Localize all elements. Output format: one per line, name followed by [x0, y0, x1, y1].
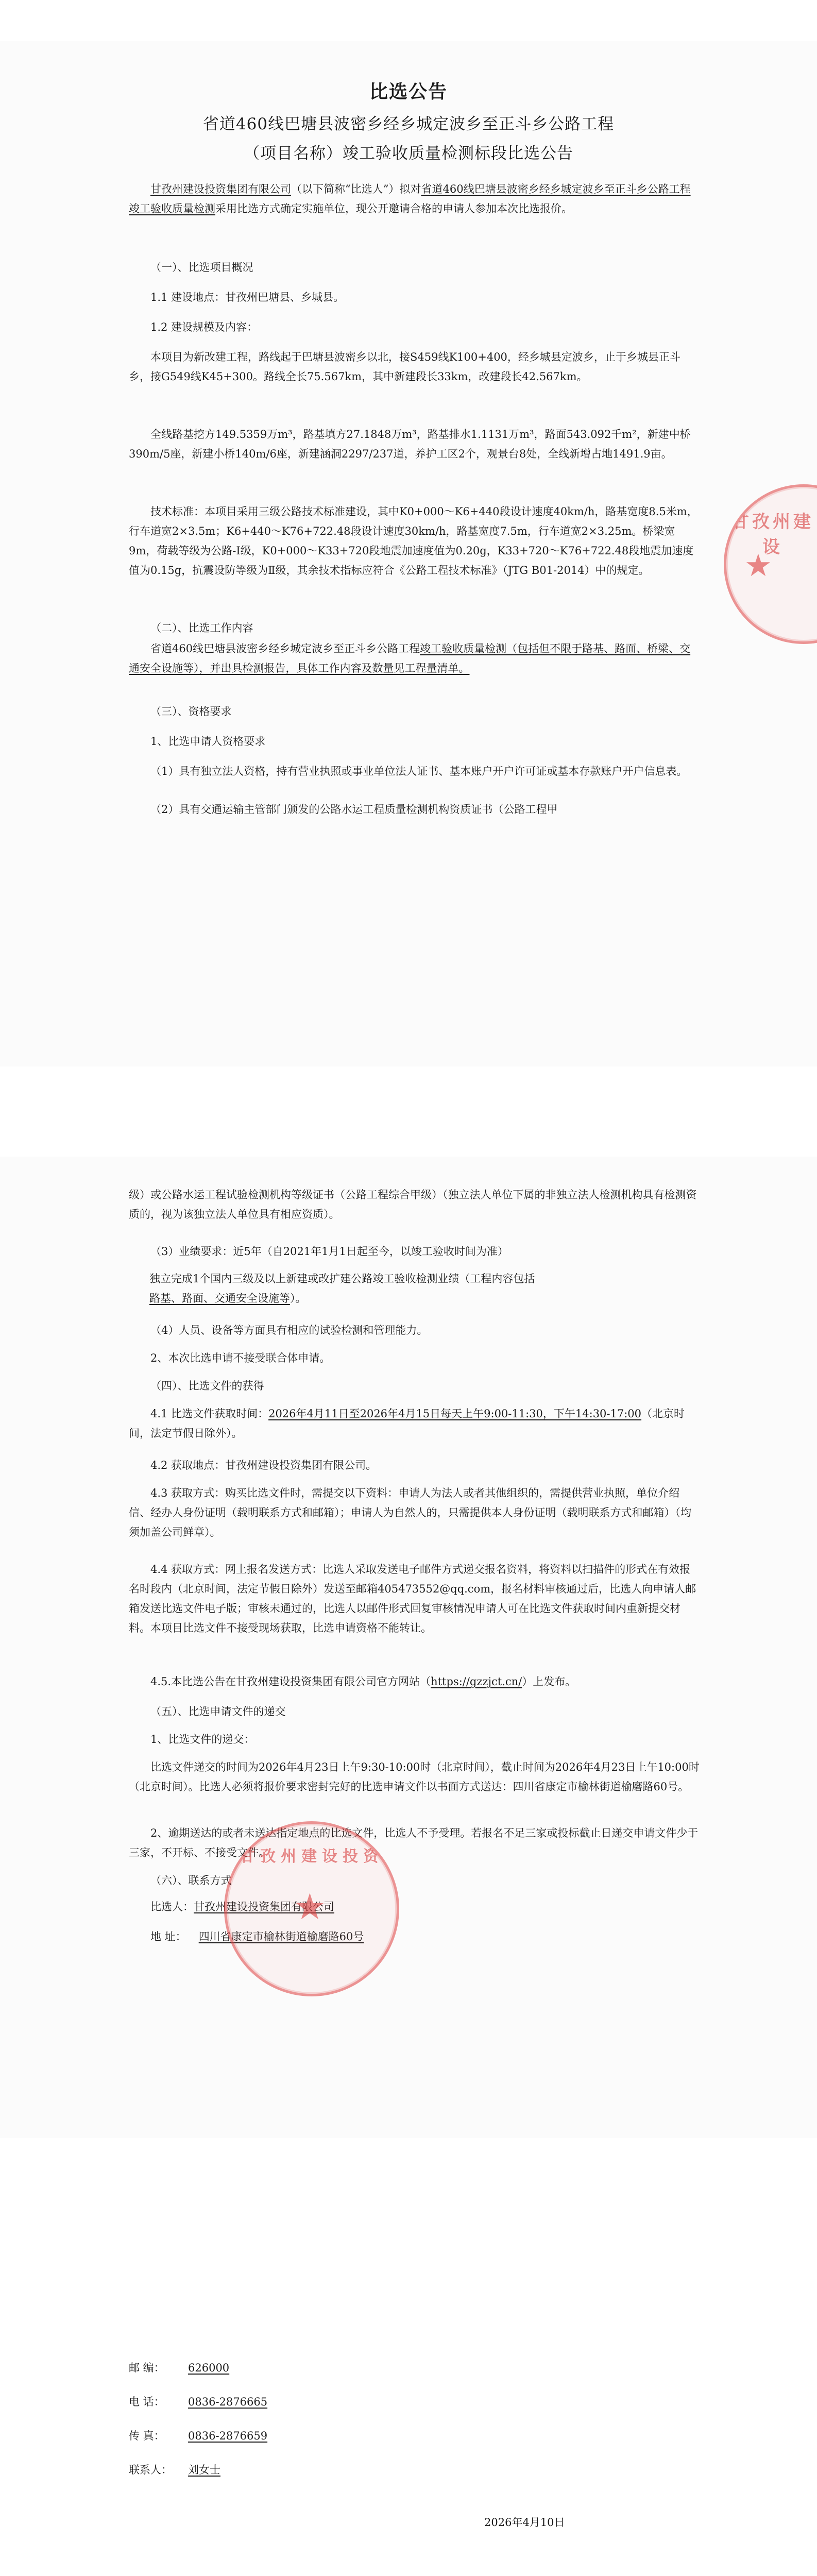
purchaser-name: 甘孜州建设投资集团有限公司	[150, 183, 291, 195]
official-website-link[interactable]: https://gzzjct.cn/	[431, 1675, 522, 1688]
obtain-time-label: 4.1 比选文件获取时间：	[150, 1408, 269, 1420]
section-5-heading: （五）、比选申请文件的递交	[150, 1705, 286, 1718]
work-content-text: 省道460线巴塘县波密乡经乡城定波乡至正斗乡公路工程	[150, 642, 420, 655]
work-content-underlined: 竣工验收质量检测（包括但不限于路基、路面、桥梁、交通安全设施等）	[129, 642, 691, 674]
work-content-tail: ，并出具检测报告，具体工作内容及数量见工程量清单。	[199, 662, 470, 674]
phone-row	[129, 2394, 267, 2409]
project-title-line-2: （项目名称）竣工验收质量检测标段比选公告	[244, 144, 573, 163]
section-1-heading: （一）、比选项目概况	[150, 261, 253, 274]
construction-site: 1.1 建设地点：甘孜州巴塘县、乡城县。	[150, 291, 345, 303]
purchaser-label: 比选人：	[150, 1901, 194, 1913]
qualification-heading: 1、比选申请人资格要求	[150, 735, 266, 748]
document-page-1	[0, 41, 817, 1066]
obtain-time-value: 2026年4月11日至2026年4月15日每天上午9:00-11:30，下午14:30-17:00	[268, 1408, 642, 1420]
fax-row	[129, 2428, 267, 2443]
personnel-requirement: （4）人员、设备等方面具有相应的试验检测和管理能力。	[150, 1324, 428, 1336]
issue-date: 2026年4月10日	[484, 2516, 565, 2529]
announcement-heading: 比选公告	[369, 81, 448, 103]
intro-text: （以下简称“比选人”）拟对	[291, 183, 421, 195]
publication-text: 4.5.本比选公告在甘孜州建设投资集团有限公司官方网站（	[150, 1675, 431, 1688]
qualification-item-2-cont: 级）或公路水运工程试验检测机构等级证书（公路工程综合甲级）（独立法人单位下属的非独立法人检测机构具有检测资质的，视为该独立法人单位具有相应资质）。	[129, 1189, 697, 1221]
document-page-2	[0, 1157, 817, 2138]
obtain-time-note: （北京时间，法定节假日除外）。	[129, 1408, 685, 1439]
online-registration: 4.4 获取方式：网上报名发送方式：比选人采取发送电子邮件方式递交报名资料，将资料以扫描件的形式在有效报名时段内（北京时间，法定节假日除外）发送至邮箱405473552@qq.com，报名材料审核通过后，比选人向申请人邮箱发送比选文件电子版；审核未通过的，比选人以邮件形式回复审核情况申请人可在比选文件获取时间内重新提交材料。本项目比选文件不接受现场获取，比选申请资格不能转让。	[129, 1563, 696, 1634]
qualification-item-1: （1）具有独立法人资格，持有营业执照或事业单位法人证书、基本账户开户许可证或基本存款账户开户信息表。	[150, 765, 688, 777]
performance-underlined: 路基、路面、交通安全设施等	[149, 1292, 290, 1304]
phone-label: 电 话：	[129, 2396, 165, 2408]
company-seal: 甘孜州建设投资 ★	[224, 1821, 399, 1996]
contact-label: 联系人：	[129, 2464, 172, 2476]
zip-value: 626000	[188, 2362, 230, 2374]
section-3-heading: （三）、资格要求	[150, 705, 232, 718]
submission-heading: 1、比选文件的递交：	[150, 1733, 255, 1745]
section-2-heading: （二）、比选工作内容	[150, 622, 253, 634]
performance-requirement-cont	[149, 1269, 721, 1308]
address-value: 四川省康定市榆林街道榆磨路60号	[198, 1930, 364, 1943]
publication-tail: ）上发布。	[522, 1675, 576, 1688]
performance-requirement: （3）业绩要求：近5年（自2021年1月1日起至今，以竣工验收时间为准）	[150, 1245, 508, 1258]
fax-label: 传 真：	[129, 2430, 165, 2442]
performance-tail: ）。	[290, 1292, 307, 1304]
document-page-3	[0, 2318, 817, 2576]
intro-text-tail: 采用比选方式确定实施单位，现公开邀请合格的申请人参加本次比选报价。	[215, 202, 572, 215]
project-title-line-1: 省道460线巴塘县波密乡经乡城定波乡至正斗乡公路工程	[202, 115, 615, 133]
purchaser-value: 甘孜州建设投资集团有限公司	[194, 1901, 334, 1913]
intro-paragraph	[129, 179, 701, 218]
document-obtain-place: 4.2 获取地点：甘孜州建设投资集团有限公司。	[150, 1459, 377, 1471]
qualification-item-2: （2）具有交通运输主管部门颁发的公路水运工程质量检测机构资质证书（公路工程甲	[150, 803, 558, 816]
project-name-underlined: 省道460线巴塘县波密乡经乡城定波乡至正斗乡公路工程竣工验收质量检测	[129, 183, 691, 215]
section-4-heading: （四）、比选文件的获得	[150, 1380, 264, 1392]
scale-paragraph: 本项目为新改建工程，路线起于巴塘县波密乡以北，接S459线K100+400，经乡城县定波乡，止于乡城县正斗乡，接G549线K45+300。路线全长75.567km，其中新建段长33km，改建段长42.567km。	[129, 351, 680, 383]
document-obtain-time	[129, 1404, 701, 1443]
contact-row	[129, 2462, 220, 2477]
publication-notice	[129, 1672, 701, 1691]
consortium-rule: 2、本次比选申请不接受联合体申请。	[150, 1352, 331, 1364]
zip-row	[129, 2360, 229, 2375]
document-obtain-method: 4.3 获取方式：购买比选文件时，需提交以下资料：申请人为法人或者其他组织的，需提供营业执照，单位介绍信、经办人身份证明（载明联系方式和邮箱）；申请人为自然人的，只需提供本人身份证明（载明联系方式和邮箱）（均须加盖公司鲜章）。	[129, 1487, 691, 1538]
company-seal-partial-1: 甘孜州建设 ★	[724, 484, 817, 644]
submission-time-paragraph: 比选文件递交的时间为2026年4月23日上午9:30-10:00时（北京时间），截止时间为2026年4月23日上午10:00时（北京时间）。比选人必须将报价要求密封完好的比选申请文件以书面方式送达：四川省康定市榆林街道榆磨路60号。	[129, 1761, 700, 1793]
technical-standard-paragraph: 技术标准：本项目采用三级公路技术标准建设，其中K0+000～K6+440段设计速度40km/h，路基宽度8.5米m，行车道宽2×3.5m；K6+440～K76+722.48段设计速度30km/h，路基宽度7.5m，行车道宽2×3.25m。桥梁宽9m，荷载等级为公路-Ⅰ级，K0+000～K33+720段地震加速度值为0.20g，K33+720～K76+722.48段地震加速度值为0.15g，抗震设防等级为Ⅱ级，其余技术指标应符合《公路工程技术标准》（JTG B01-2014）中的规定。	[129, 505, 698, 577]
performance-text: 独立完成1个国内三级及以上新建或改扩建公路竣工验收检测业绩（工程内容包括	[149, 1273, 535, 1285]
zip-label: 邮 编：	[129, 2362, 165, 2374]
fax-value: 0836-2876659	[188, 2430, 268, 2442]
work-content-paragraph	[129, 639, 701, 678]
contact-value: 刘女士	[188, 2464, 220, 2476]
construction-scale-heading: 1.2 建设规模及内容：	[150, 321, 258, 333]
quantities-paragraph: 全线路基挖方149.5359万m³，路基填方27.1848万m³，路基排水1.1131万m³，路面543.092千m²，新建中桥390m/5座，新建小桥140m/6座，新建涵洞2297/237道，养护工区2个，观景台8处，全线新增占地1491.9亩。	[129, 428, 691, 460]
address-label: 地 址：	[150, 1930, 186, 1943]
section-6-heading: （六）、联系方式	[150, 1874, 232, 1887]
late-submission-rule: 2、逾期送达的或者未送达指定地点的比选文件，比选人不予受理。若报名不足三家或投标截止日递交申请文件少于三家，不开标、不接受文件。	[129, 1827, 699, 1859]
phone-value: 0836-2876665	[188, 2396, 268, 2408]
